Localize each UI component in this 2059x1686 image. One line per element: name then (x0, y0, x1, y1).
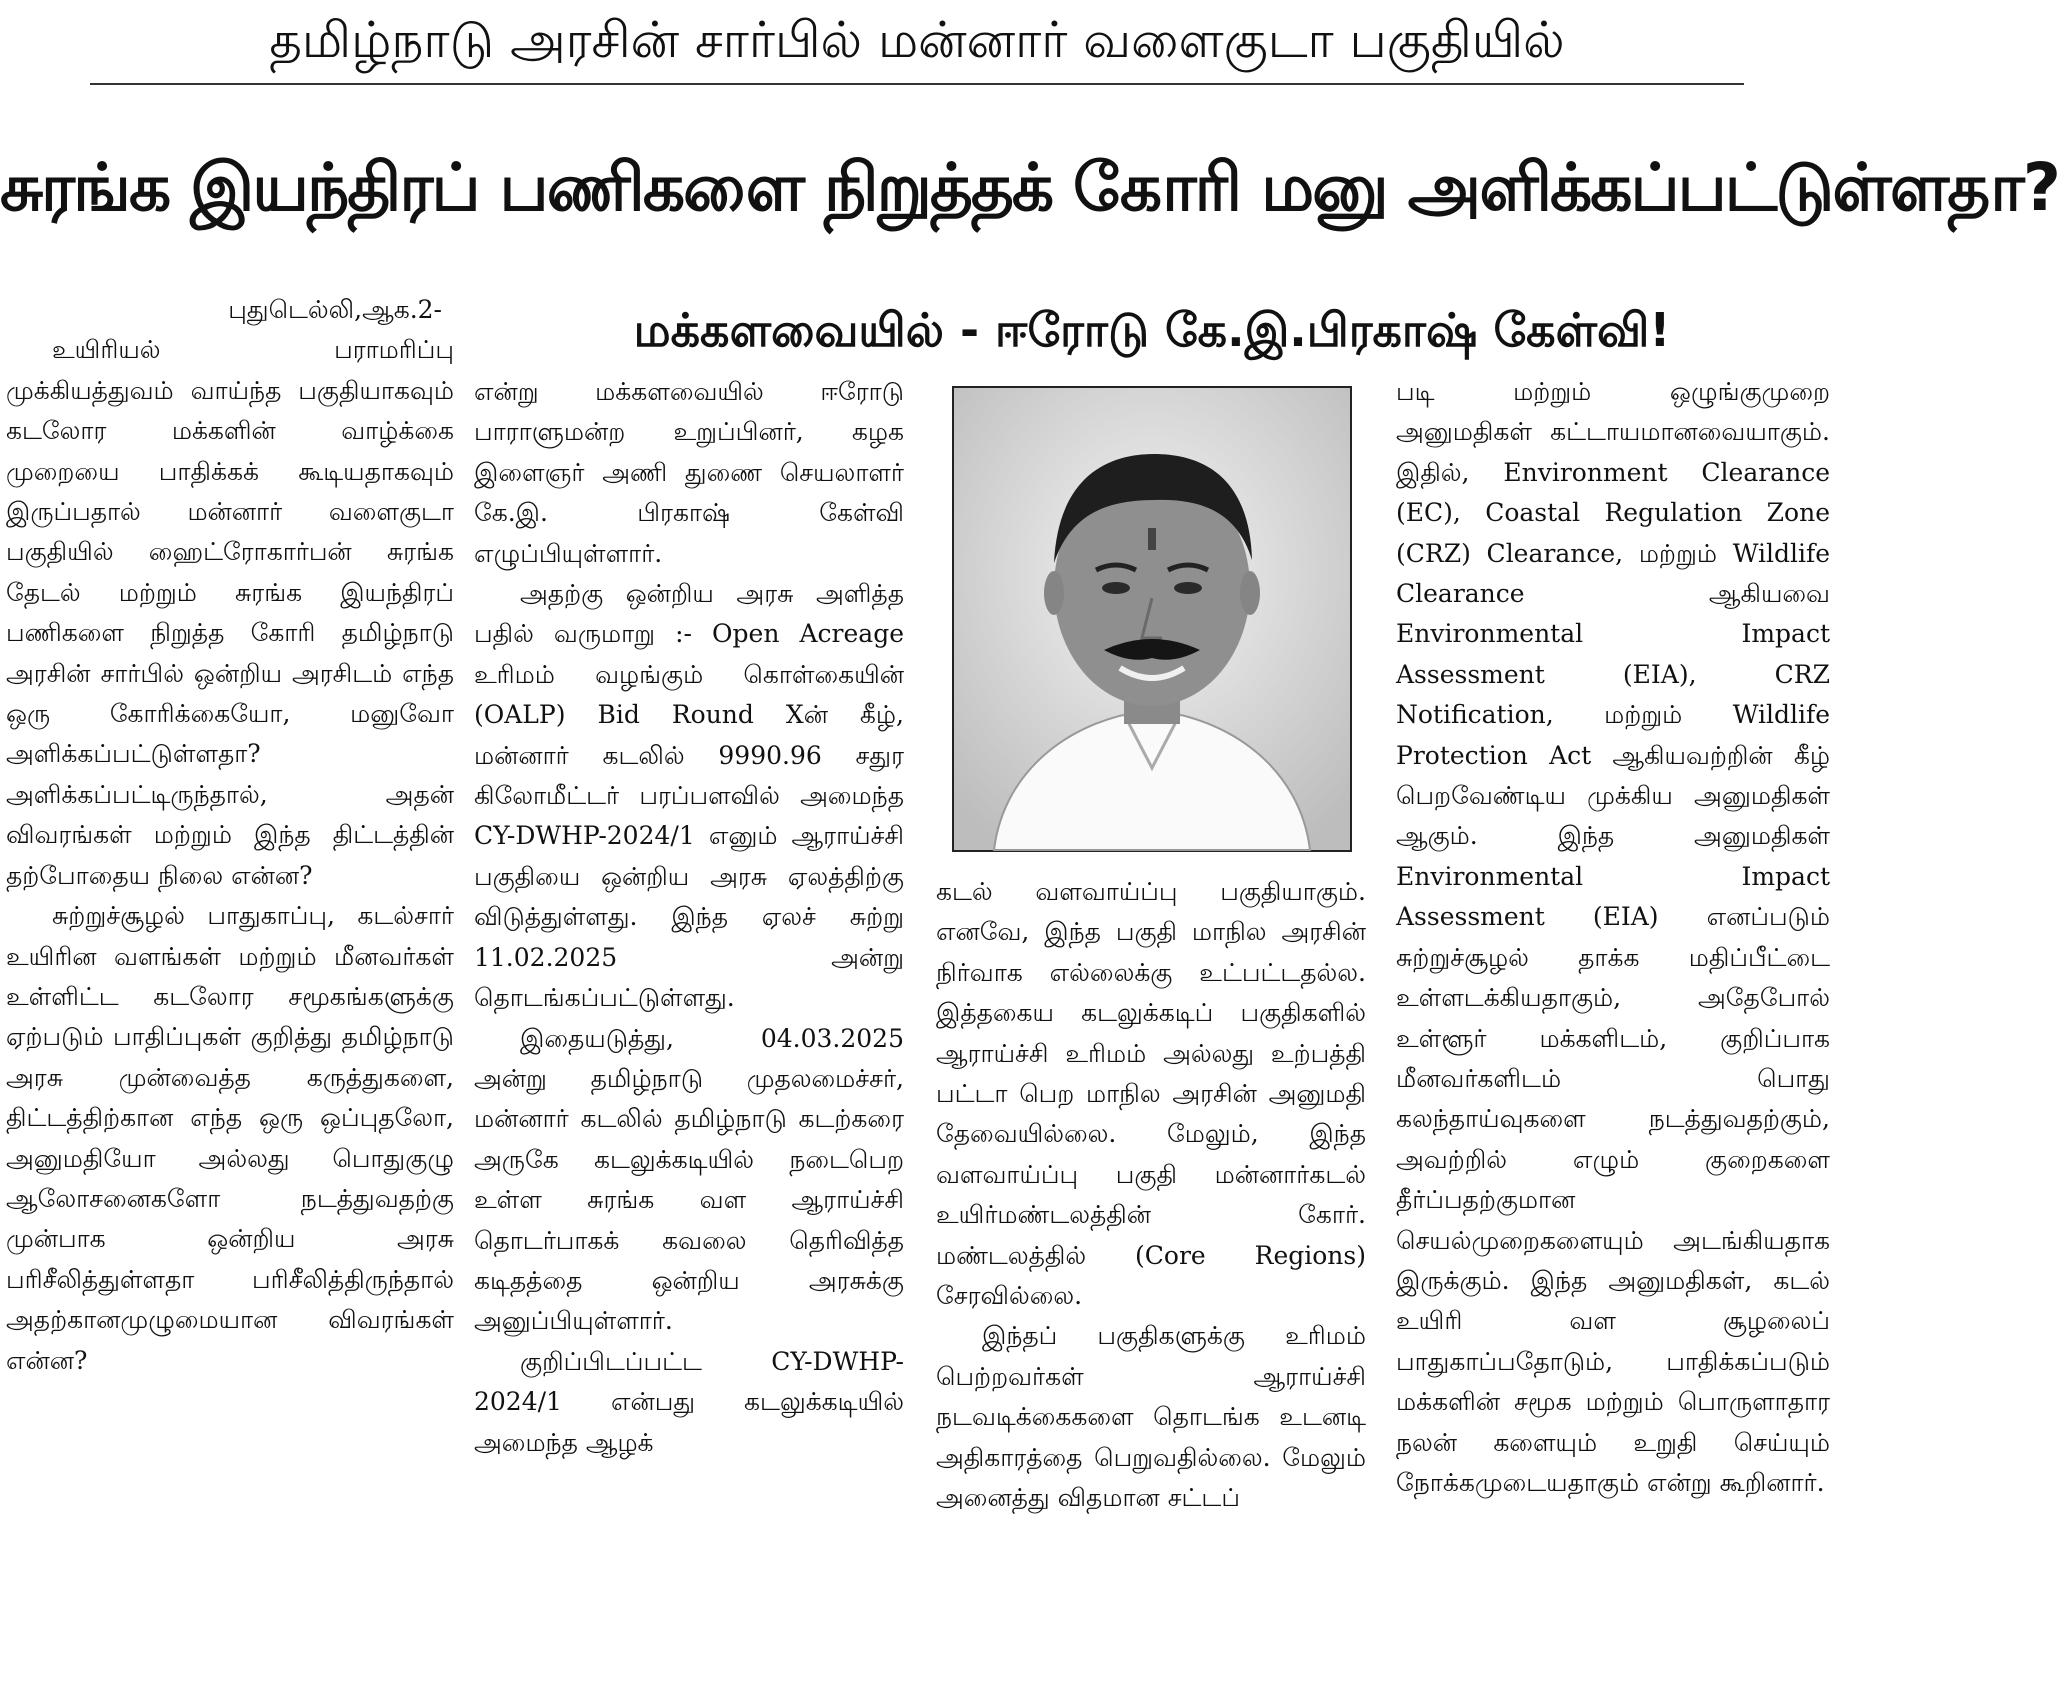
paragraph: குறிப்பிடப்பட்ட CY-DWHP-2024/1 என்பது கடலுக்கடியில் அமைந்த ஆழக் (474, 1346, 904, 1457)
article-column-3 (936, 872, 1366, 1686)
paragraph: இந்தப் பகுதிகளுக்கு உரிமம் பெற்றவர்கள் ஆராய்ச்சி நடவடிக்கைகளை தொடங்க உடனடி அதிகாரத்தை பெறுவதில்லை. மேலும் அனைத்து விதமான சட்டப் (936, 1321, 1366, 1513)
paragraph: அதற்கு ஒன்றிய அரசு அளித்த பதில் வருமாறு :- Open Acreage உரிமம் வழங்கும் கொள்கையின் (OALP) Bid Round Xன் கீழ், மன்னார் கடலில் 9990.96 சதுர கிலோமீட்டர் பரப்பளவில் அமைந்த CY-DWHP-2024/1 எனும் ஆராய்ச்சி பகுதியை ஒன்றிய அரசு ஏலத்திற்கு விடுத்துள்ளது. இந்த ஏலச் சுற்று 11.02.2025 அன்று தொடங்கப்பட்டுள்ளது. (474, 579, 904, 1013)
subheadline: மக்களவையில் - ஈரோடு கே.இ.பிரகாஷ் கேள்வி! (633, 303, 1671, 357)
paragraph: படி மற்றும் ஒழுங்குமுறை அனுமதிகள் கட்டாயமானவையாகும். இதில், Environment Clearance (EC), Coastal Regulation Zone (CRZ) Clearance, மற்றும் Wildlife Clearance ஆகியவை Environmental Impact Assessment (EIA), CRZ Notification, மற்றும் Wildlife Protection Act ஆகியவற்றின் கீழ் பெறவேண்டிய முக்கிய அனுமதிகள் ஆகும். இந்த அனுமதிகள் Environmental Impact Assessment (EIA) எனப்படும் சுற்றுச்சூழல் தாக்க மதிப்பீட்டை உள்ளடக்கியதாகும், அதேபோல் உள்ளூர் மக்களிடம், குறிப்பாக மீனவர்களிடம் பொது கலந்தாய்வுகளை நடத்துவதற்கும், அவற்றில் எழும் குறைகளை தீர்ப்பதற்குமான செயல்முறைகளையும் அடங்கியதாக இருக்கும். இந்த அனுமதிகள், கடல் உயிரி வள சூழலைப் பாதுகாப்பதோடும், பாதிக்கப்படும் மக்களின் சமூக மற்றும் பொருளாதார நலன் களையும் உறுதி செய்யும் நோக்கமுடையதாகும் என்று கூறினார். (1396, 377, 1830, 1497)
paragraph: சுற்றுச்சூழல் பாதுகாப்பு, கடல்சார் உயிரின வளங்கள் மற்றும் மீனவர்கள் உள்ளிட்ட கடலோர சமூகங்களுக்கு ஏற்படும் பாதிப்புகள் குறித்து தமிழ்நாடு அரசு முன்வைத்த கருத்துகளை, திட்டத்திற்கான எந்த ஒரு ஒப்புதலோ, அனுமதியோ அல்லது பொதுகுழு ஆலோசனைகளோ நடத்துவதற்கு முன்பாக ஒன்றிய அரசு பரிசீலித்துள்ளதா பரிசீலித்திருந்தால் அதற்கானமுழுமையான விவரங்கள் என்ன? (6, 901, 454, 1375)
paragraph: என்று மக்களவையில் ஈரோடு பாராளுமன்ற உறுப்பினர், கழக இளைஞர் அணி துணை செயலாளர் கே.இ. பிரகாஷ் கேள்வி எழுப்பியுள்ளார். (474, 377, 904, 568)
paragraph: கடல் வளவாய்ப்பு பகுதியாகும். எனவே, இந்த பகுதி மாநில அரசின் நிர்வாக எல்லைக்கு உட்பட்டதல்ல. இத்தகைய கடலுக்கடிப் பகுதிகளில் ஆராய்ச்சி உரிமம் அல்லது உற்பத்தி பட்டா பெற மாநில அரசின் அனுமதி தேவையில்லை. மேலும், இந்த வளவாய்ப்பு பகுதி மன்னார்கடல் உயிர்மண்டலத்தின் கோர். மண்டலத்தில் (Core Regions) சேரவில்லை. (936, 877, 1366, 1311)
dateline: புதுடெல்லி,ஆக.2- (228, 295, 442, 324)
article-column-2 (474, 372, 904, 1686)
kicker-divider (90, 83, 1744, 85)
kicker-headline: தமிழ்நாடு அரசின் சார்பில் மன்னார் வளைகுடா பகுதியில் (269, 11, 1565, 69)
paragraph: உயிரியல் பராமரிப்பு முக்கியத்துவம் வாய்ந்த பகுதியாகவும் கடலோர மக்களின் வாழ்க்கை முறையை பாதிக்கக் கூடியதாகவும் இருப்பதால் மன்னார் வளைகுடா பகுதியில் ஹைட்ரோகார்பன் சுரங்க தேடல் மற்றும் சுரங்க இயந்திரப் பணிகளை நிறுத்த கோரி தமிழ்நாடு அரசின் சார்பில் ஒன்றிய அரசிடம் எந்த ஒரு கோரிக்கையோ, மனுவோ அளிக்கப்பட்டுள்ளதா? அளிக்கப்பட்டிருந்தால், அதன் விவரங்கள் மற்றும் இந்த திட்டத்தின் தற்போதைய நிலை என்ன? (6, 335, 454, 890)
article-column-4 (1396, 372, 1830, 1686)
portrait-photo (952, 386, 1352, 852)
paragraph: இதையடுத்து, 04.03.2025 அன்று தமிழ்நாடு முதலமைச்சர், மன்னார் கடலில் தமிழ்நாடு கடற்கரை அருகே கடலுக்கடியில் நடைபெற உள்ள சுரங்க வள ஆராய்ச்சி தொடர்பாகக் கவலை தெரிவித்த கடிதத்தை ஒன்றிய அரசுக்கு அனுப்பியுள்ளார். (474, 1023, 904, 1336)
article-column-1 (6, 290, 454, 1686)
main-headline: சுரங்க இயந்திரப் பணிகளை நிறுத்தக் கோரி மனு அளிக்கப்பட்டுள்ளதா? (0, 149, 2059, 226)
portrait-illustration (954, 388, 1350, 850)
